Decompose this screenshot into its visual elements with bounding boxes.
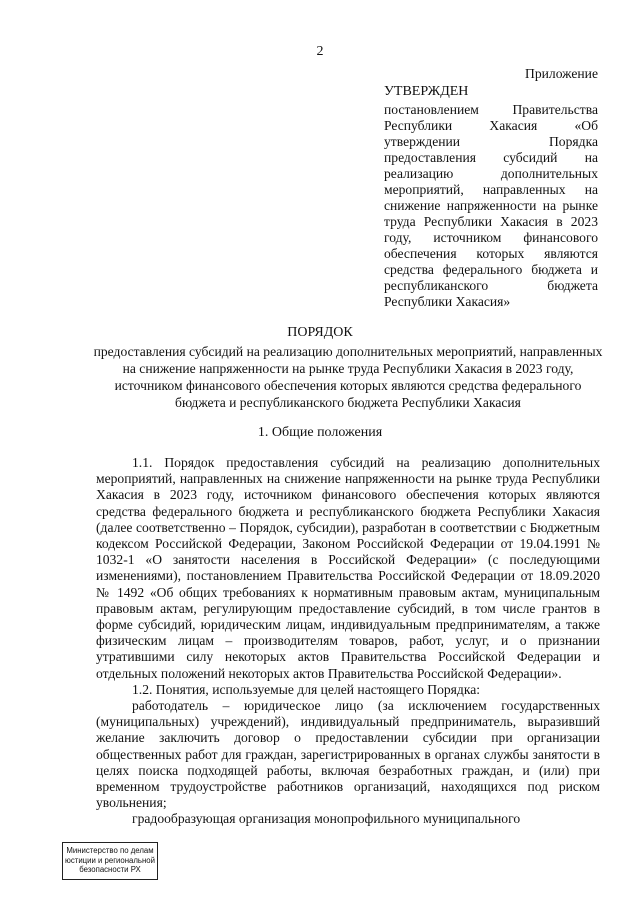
stamp-line: юстиции и региональной [65,855,155,865]
section-heading: 1. Общие положения [257,425,383,440]
document-subtitle: предоставления субсидий на реализацию дополнительных мероприятий, направленных на снижение напряженности на рынке труда Республики Хакасия в 2023 году, источником финансового обеспечения которых являются средства федерального бюджета и республиканского бюджета Республики Хакасия [93,344,603,410]
body-text [96,455,600,828]
page-number: 2 [316,44,324,59]
document-title: ПОРЯДОК [287,325,353,340]
approval-text: постановлением Правительства Республики Хакасия «Об утверждении Порядка предоставления субсидий на реализацию дополнительных мероприятий, направленных на снижение напряженности на рынке труда Республики Хакасия в 2023 году, источником финансового обеспечения которых являются средства федерального бюджета и республиканского бюджета Республики Хакасия» [384,102,598,309]
paragraph: работодатель – юридическое лицо (за исключением государственных (муниципальных) учреждений), индивидуальный предприниматель, выразивший желание заключить договор о предоставлении субсидии при организации общественных работ для граждан, зарегистрированных в органах службы занятости в целях поиска подходящей работы, включая безработных граждан, и (или) при временном трудоустройстве работников организаций, находящихся под риском увольнения; [96,698,600,811]
paragraph: 1.2. Понятия, используемые для целей настоящего Порядка: [132,681,481,697]
approved-label: УТВЕРЖДЕН [384,84,469,99]
stamp-line: безопасности РХ [79,865,141,874]
paragraph: 1.1. Порядок предоставления субсидий на реализацию дополнительных мероприятий, направленных на снижение напряженности на рынке труда Республики Хакасия в 2023 году, источником финансового обеспечения которых являются средства федерального бюджета и республиканского бюджета Республики Хакасия (далее соответственно – Порядок, субсидии), разработан в соответствии с Бюджетным кодексом Российской Федерации, Законом Российской Федерации от 19.04.1991 № 1032-1 «О занятости населения в Российской Федерации» (с последующими изменениями), постановлением Правительства Российской Федерации от 18.09.2020 № 1492 «Об общих требованиях к нормативным правовым актам, муниципальным правовым актам, регулирующим предоставление субсидий, в том числе грантов в форме субсидий, юридическим лицам, индивидуальным предпринимателям, а также физическим лицам – производителям товаров, работ, услуг, и о признании утратившими силу некоторых актов Правительства Российской Федерации и отдельных положений некоторых актов Правительства Российской Федерации». [96,455,600,681]
appendix-label: Приложение [525,66,598,81]
paragraph: градообразующая организация монопрофильного муниципального [132,811,521,827]
registration-stamp [62,842,158,880]
approval-block [384,66,598,310]
stamp-line: Министерство по делам [66,846,154,855]
